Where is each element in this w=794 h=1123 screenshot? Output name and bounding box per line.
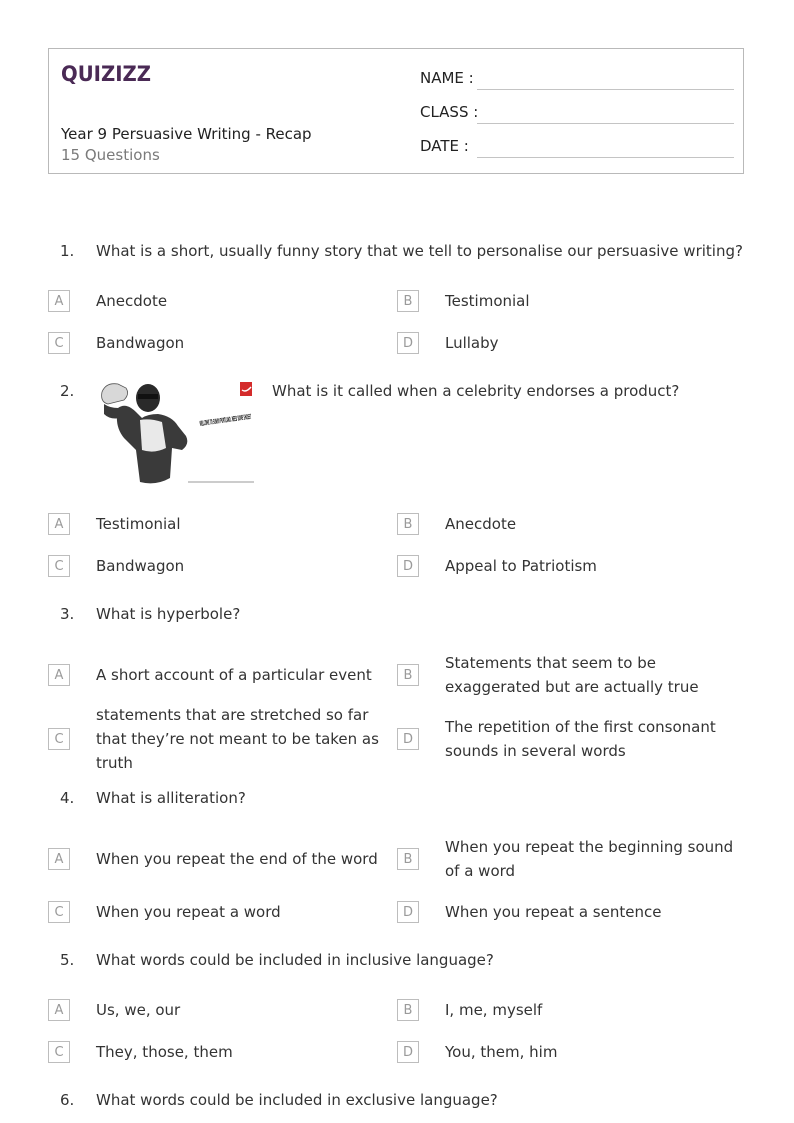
option-a[interactable] <box>48 500 398 548</box>
question-text: What is alliteration? <box>96 789 246 807</box>
option-c[interactable] <box>48 319 398 367</box>
option-text: Bandwagon <box>96 334 185 352</box>
question-number: 1. <box>60 242 75 260</box>
name-line[interactable] <box>477 89 734 90</box>
option-letter-box: B <box>397 290 419 312</box>
option-text: Anecdote <box>96 292 168 310</box>
option-b[interactable] <box>397 277 746 325</box>
question-number: 6. <box>60 1091 75 1109</box>
option-text: Bandwagon <box>96 557 185 575</box>
option-letter-box: C <box>48 728 70 750</box>
option-d[interactable] <box>397 1028 746 1076</box>
name-label: NAME : <box>420 69 474 87</box>
option-a[interactable] <box>48 986 398 1034</box>
question-text: What is hyperbole? <box>96 605 241 623</box>
option-letter-box: D <box>397 1041 419 1063</box>
option-d[interactable] <box>397 888 746 936</box>
option-a[interactable] <box>48 277 398 325</box>
option-letter-box: D <box>397 332 419 354</box>
option-letter-box: C <box>48 901 70 923</box>
question-number: 2. <box>60 382 75 400</box>
option-letter-box: C <box>48 332 70 354</box>
class-label: CLASS : <box>420 103 479 121</box>
option-b[interactable] <box>397 835 746 883</box>
question-text: What is a short, usually funny story that we tell to personalise our persuasive writing? <box>96 242 743 260</box>
option-a[interactable] <box>48 835 398 883</box>
option-d[interactable] <box>397 319 746 367</box>
option-letter-box: A <box>48 848 70 870</box>
date-line[interactable] <box>477 157 734 158</box>
class-field[interactable] <box>420 101 734 125</box>
option-text: When you repeat the end of the word <box>96 850 378 868</box>
option-b[interactable] <box>397 651 746 699</box>
name-field[interactable] <box>420 67 734 91</box>
option-text: Statements that seem to be exaggerated but are actually true <box>445 654 699 696</box>
option-text: Appeal to Patriotism <box>445 557 597 575</box>
option-text: When you repeat a sentence <box>445 903 662 921</box>
option-letter-box: B <box>397 664 419 686</box>
question-count: 15 Questions <box>61 146 160 164</box>
svg-text:QUIZIZZ: QUIZIZZ <box>61 62 151 86</box>
option-text: statements that are stretched so far that they’re not meant to be taken as truth <box>96 706 379 772</box>
option-c[interactable] <box>48 542 398 590</box>
option-letter-box: D <box>397 555 419 577</box>
quizizz-logo <box>61 59 153 87</box>
class-line[interactable] <box>477 123 734 124</box>
option-letter-box: D <box>397 728 419 750</box>
option-text: Testimonial <box>96 515 181 533</box>
option-text: Lullaby <box>445 334 499 352</box>
option-text: When you repeat a word <box>96 903 281 921</box>
option-text: Testimonial <box>445 292 530 310</box>
worksheet-title: Year 9 Persuasive Writing - Recap <box>61 125 312 143</box>
option-a[interactable] <box>48 651 398 699</box>
option-letter-box: B <box>397 513 419 535</box>
svg-text:WELCOME TO SUNNY PORTLAND. NEE: WELCOME TO SUNNY PORTLAND. NEED SOME SHOES? <box>199 390 411 428</box>
option-text: When you repeat the beginning sound of a word <box>445 838 734 880</box>
option-d[interactable] <box>397 715 746 763</box>
option-letter-box: D <box>397 901 419 923</box>
option-b[interactable] <box>397 500 746 548</box>
option-c[interactable] <box>48 888 398 936</box>
question-text: What words could be included in exclusive language? <box>96 1091 498 1109</box>
option-letter-box: A <box>48 513 70 535</box>
question-number: 5. <box>60 951 75 969</box>
worksheet-header <box>48 48 744 174</box>
option-text: The repetition of the first consonant sounds in several words <box>445 718 716 760</box>
option-letter-box: B <box>397 999 419 1021</box>
option-text: Anecdote <box>445 515 517 533</box>
date-field[interactable] <box>420 135 734 159</box>
celebrity-ad-image <box>96 378 411 488</box>
option-letter-box: A <box>48 999 70 1021</box>
option-letter-box: C <box>48 555 70 577</box>
option-text: You, them, him <box>445 1043 558 1061</box>
date-label: DATE : <box>420 137 469 155</box>
question-number: 4. <box>60 789 75 807</box>
option-letter-box: B <box>397 848 419 870</box>
option-d[interactable] <box>397 542 746 590</box>
option-text: A short account of a particular event <box>96 666 372 684</box>
question-text: What is it called when a celebrity endorses a product? <box>272 382 680 400</box>
option-letter-box: A <box>48 290 70 312</box>
question-text: What words could be included in inclusive language? <box>96 951 494 969</box>
option-c[interactable] <box>48 1028 398 1076</box>
option-letter-box: C <box>48 1041 70 1063</box>
option-letter-box: A <box>48 664 70 686</box>
question-number: 3. <box>60 605 75 623</box>
option-text: Us, we, our <box>96 1001 181 1019</box>
option-text: They, those, them <box>96 1043 233 1061</box>
option-c[interactable] <box>48 706 398 772</box>
option-text: I, me, myself <box>445 1001 543 1019</box>
option-b[interactable] <box>397 986 746 1034</box>
